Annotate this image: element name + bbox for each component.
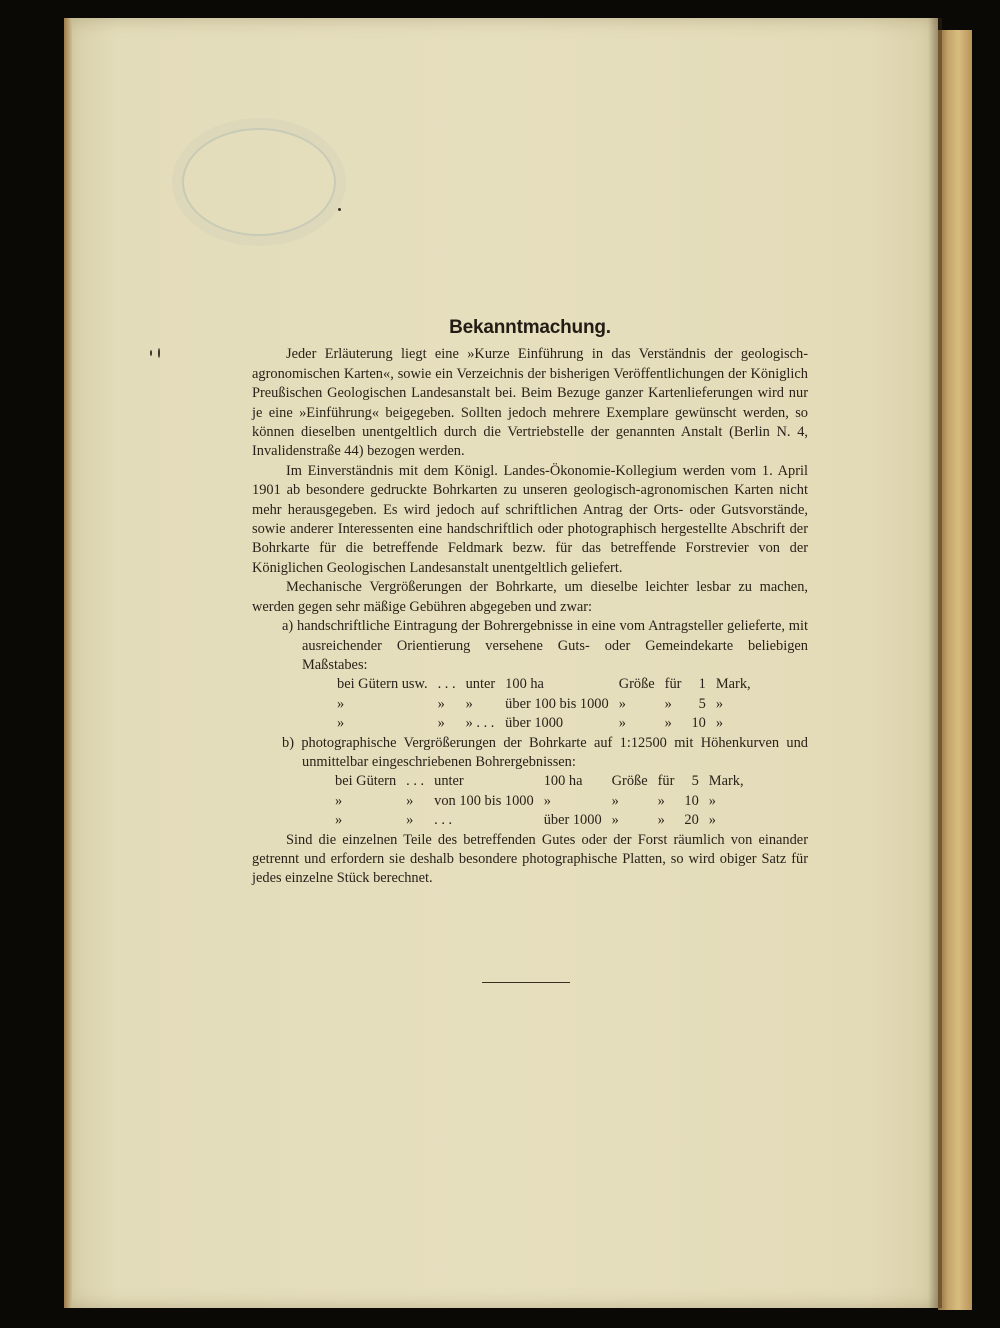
table-cell: . . .: [434, 812, 453, 829]
table-cell: . . .: [406, 773, 425, 790]
paragraph-2: Im Einverständnis mit dem Königl. Landes-Ökonomie-Kollegium werden vom 1. April 1901 ab besondere gedruckte Bohrkarten zu unseren geologisch-agronomischen Karten nicht mehr herausgegeben. Es wird jedoch auf schriftlichen Antrag der Orts- oder Gutsvorstände, sowie anderer Interessenten eine handschriftlich oder photographisch hergestellte Abschrift der Bohrkarte für die betreffende Feldmark bezw. für das betreffende Forstrevier von der Königlichen Geologischen Landesanstalt unentgeltlich geliefert.: [252, 462, 808, 576]
table-cell: »: [465, 695, 473, 712]
table-cell: Mark,: [715, 676, 751, 693]
table-cell: . . .: [437, 676, 456, 693]
table-cell: »: [437, 715, 445, 732]
fee-table-b: [330, 772, 749, 830]
table-cell: 10: [684, 792, 699, 809]
adjacent-page-edge: [938, 30, 972, 1310]
page-title: Bekanntmachung.: [449, 317, 611, 338]
table-cell: »: [708, 812, 716, 829]
table-cell: »: [664, 715, 672, 732]
binding-shadow: [928, 18, 942, 1308]
table-cell: über 1000: [505, 715, 564, 732]
table-row: [332, 695, 756, 714]
table-cell: »: [437, 695, 445, 712]
table-cell: »: [406, 812, 414, 829]
table-cell: »: [715, 715, 724, 732]
table-cell: Größe: [618, 676, 655, 693]
table-cell: bei Gütern usw.: [337, 676, 428, 693]
table-cell: 10: [691, 715, 706, 732]
list-item-b: b) photographische Vergrößerungen der Bohrkarte auf 1:12500 mit Höhenkurven und unmittelbar eingeschriebenen Bohrergebnissen:: [282, 734, 808, 770]
table-cell: »: [335, 812, 343, 829]
table-cell: von 100 bis 1000: [434, 792, 534, 809]
table-cell: über 1000: [543, 812, 602, 829]
table-cell: »: [618, 715, 626, 732]
fee-table-a: [332, 675, 756, 733]
paragraph-3: Mechanische Vergrößerungen der Bohrkarte, um dieselbe leichter lesbar zu machen, werden gegen sehr mäßige Gebühren abgegeben und zwar:: [252, 579, 808, 615]
table-cell: »: [715, 695, 724, 712]
ink-speck: [338, 208, 341, 211]
table-cell: »: [664, 695, 672, 712]
table-row: [332, 714, 756, 733]
table-cell: »: [708, 792, 716, 809]
ink-speck: [150, 350, 152, 356]
table-cell: »: [611, 812, 619, 829]
table-cell: unter: [434, 773, 464, 790]
paragraph-1: Jeder Erläuterung liegt eine »Kurze Einführung in das Verständnis der geologisch-agronomischen Karten«, sowie ein Verzeichnis der bisherigen Veröffentlichungen der Königlich Preußischen Geologischen Landesanstalt bei. Beim Bezuge ganzer Kartenlieferungen wird nur je eine »Einführung« beigegeben. Sollten jedoch mehrere Exemplare gewünscht werden, so können dieselben unentgeltlich durch die Vertriebstelle der genannten Anstalt (Berlin N. 4, Invalidenstraße 44) bezogen werden.: [252, 346, 808, 460]
table-cell: für: [657, 773, 675, 790]
closing-rule: [482, 982, 570, 983]
notice-body: [252, 318, 808, 889]
list-item-a: a) handschriftliche Eintragung der Bohrergebnisse in eine vom Antragsteller gelieferte, mit ausreichender Orientierung versehene Guts- oder Gemeindekarte beliebigen Maßstabes:: [282, 618, 808, 673]
table-row: [330, 811, 749, 830]
table-cell: »: [335, 792, 343, 809]
table-cell: 100 ha: [505, 676, 544, 693]
table-cell: Größe: [611, 773, 648, 790]
table-cell: 1: [698, 676, 706, 693]
table-cell: unter: [465, 676, 496, 693]
table-row: [330, 792, 749, 811]
table-cell: » . . .: [465, 715, 495, 732]
table-cell: 100 ha: [543, 773, 583, 790]
table-cell: 5: [698, 695, 706, 712]
table-cell: »: [611, 792, 619, 809]
table-cell: für: [664, 676, 682, 693]
table-cell: »: [337, 715, 345, 732]
table-cell: »: [657, 792, 665, 809]
table-cell: bei Gütern: [335, 773, 397, 790]
faded-library-stamp: [182, 128, 336, 236]
table-cell: 5: [691, 773, 699, 790]
table-cell: »: [406, 792, 414, 809]
table-row: [332, 675, 756, 694]
ink-speck: [158, 348, 160, 358]
table-cell: »: [337, 695, 345, 712]
table-cell: »: [543, 792, 551, 809]
table-row: [330, 772, 749, 791]
table-cell: Mark,: [708, 773, 744, 790]
table-cell: 20: [684, 812, 699, 829]
page-left-edge: [64, 18, 72, 1308]
closing-paragraph: Sind die einzelnen Teile des betreffenden Gutes oder der Forst räumlich von einander getrennt und erfordern sie deshalb besondere photographische Platten, so wird obiger Satz für jedes einzelne Stück berechnet.: [252, 831, 808, 887]
table-cell: über 100 bis 1000: [505, 695, 609, 712]
table-cell: »: [657, 812, 665, 829]
table-cell: »: [618, 695, 626, 712]
